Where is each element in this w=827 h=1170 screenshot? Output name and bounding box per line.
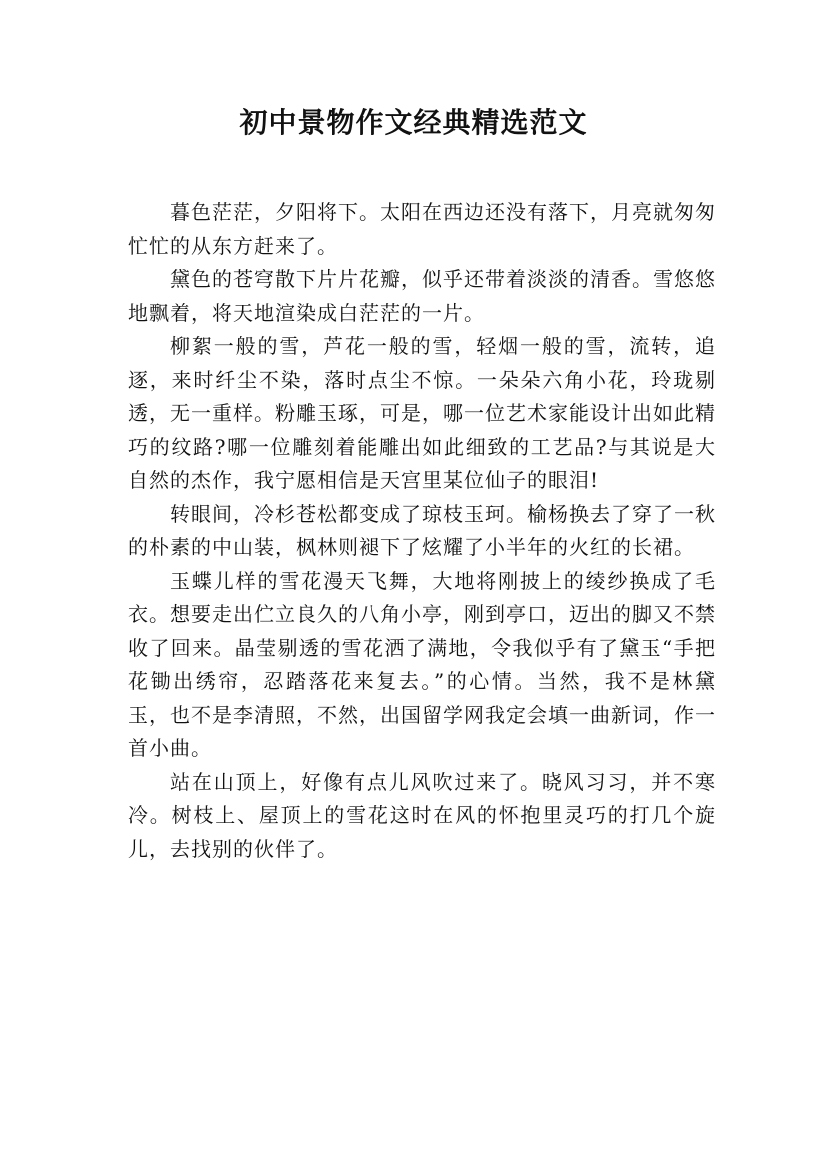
document-body [128, 196, 716, 866]
paragraph-4: 转眼间，冷杉苍松都变成了琼枝玉珂。榆杨换去了穿了一秋的朴素的中山装，枫林则褪下了炫耀了小半年的火红的长裙。 [128, 501, 716, 559]
document-title: 初中景物作文经典精选范文 [239, 106, 588, 139]
paragraph-3: 柳絮一般的雪，芦花一般的雪，轻烟一般的雪，流转，追逐，来时纤尘不染，落时点尘不惊。一朵朵六角小花，玲珑剔透，无一重样。粉雕玉琢，可是，哪一位艺术家能设计出如此精巧的纹路?哪一位雕刻着能雕出如此细致的工艺品?与其说是大自然的杰作，我宁愿相信是天宫里某位仙子的眼泪! [128, 334, 716, 492]
paragraph-6: 站在山顶上，好像有点儿风吹过来了。晓风习习，并不寒冷。树枝上、屋顶上的雪花这时在风的怀抱里灵巧的打几个旋儿，去找别的伙伴了。 [128, 769, 716, 861]
paragraph-1: 暮色茫茫，夕阳将下。太阳在西边还没有落下，月亮就匆匆忙忙的从东方赶来了。 [128, 200, 716, 258]
paragraph-2: 黛色的苍穹散下片片花瓣，似乎还带着淡淡的清香。雪悠悠地飘着，将天地渲染成白茫茫的一片。 [128, 267, 716, 325]
paragraph-5: 玉蝶儿样的雪花漫天飞舞，大地将刚披上的绫纱换成了毛衣。想要走出伫立良久的八角小亭，刚到亭口，迈出的脚又不禁收了回来。晶莹剔透的雪花洒了满地，令我似乎有了黛玉“手把花锄出绣帘，忍踏落花来复去。”的心情。当然，我不是林黛玉，也不是李清照，不然，出国留学网我定会填一曲新词，作一首小曲。 [128, 568, 716, 760]
